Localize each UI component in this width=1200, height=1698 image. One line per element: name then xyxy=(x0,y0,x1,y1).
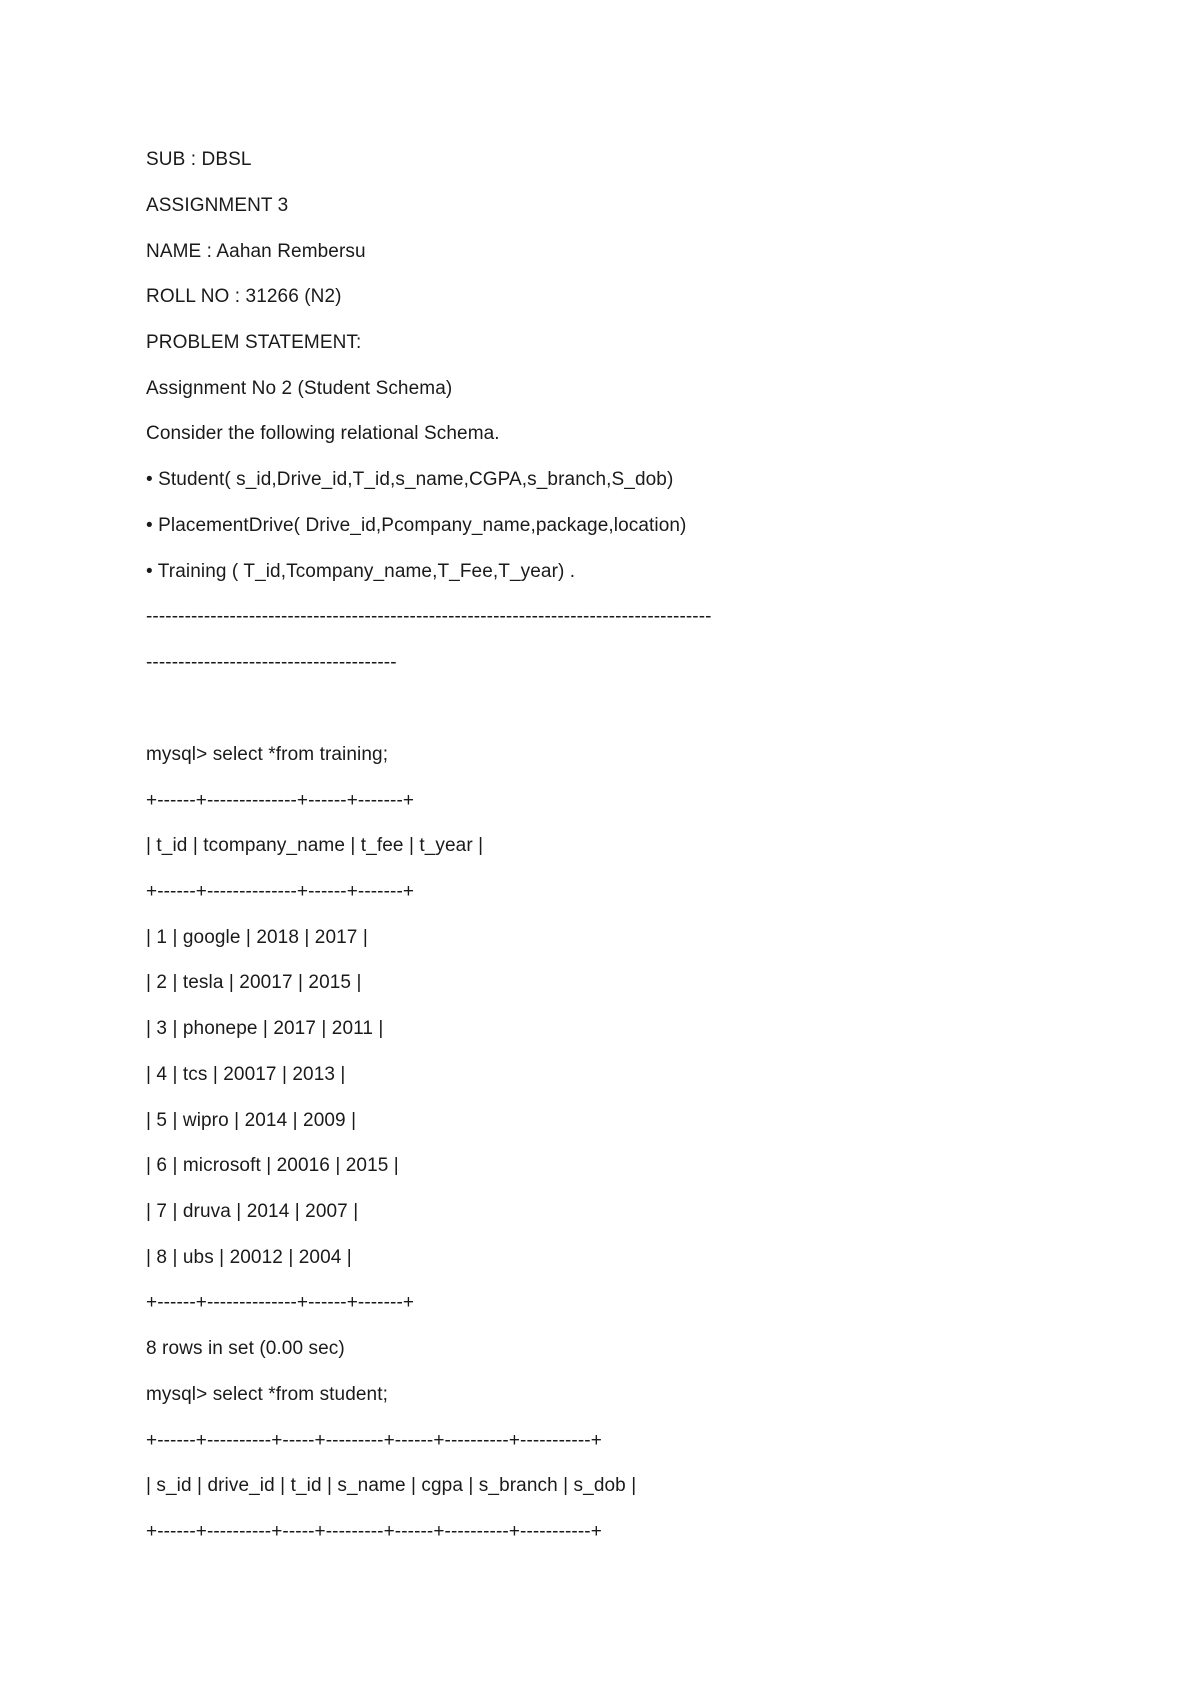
table-row: | 1 | google | 2018 | 2017 | xyxy=(146,927,368,948)
table-row: | 5 | wipro | 2014 | 2009 | xyxy=(146,1110,357,1131)
problem-title: Assignment No 2 (Student Schema) xyxy=(146,378,453,399)
schema-training: • Training ( T_id,Tcompany_name,T_Fee,T_year) . xyxy=(146,561,576,582)
training-query-command: mysql> select *from training; xyxy=(146,744,389,765)
schema-student: • Student( s_id,Drive_id,T_id,s_name,CGPA,s_branch,S_dob) xyxy=(146,469,674,490)
table-row: | 6 | microsoft | 20016 | 2015 | xyxy=(146,1155,399,1176)
roll-no-line: ROLL NO : 31266 (N2) xyxy=(146,286,342,307)
table-header-row: | t_id | tcompany_name | t_fee | t_year | xyxy=(146,835,484,856)
table-row: | 7 | druva | 2014 | 2007 | xyxy=(146,1201,359,1222)
table-border: +------+----------+-----+---------+------+----------+-----------+ xyxy=(146,1430,602,1451)
student-query-command: mysql> select *from student; xyxy=(146,1384,388,1405)
table-border: +------+--------------+------+-------+ xyxy=(146,1292,415,1313)
table-row: | 3 | phonepe | 2017 | 2011 | xyxy=(146,1018,384,1039)
name-line: NAME : Aahan Rembersu xyxy=(146,241,366,262)
separator-line: ---------------------------------------------------------------------------------------- xyxy=(146,606,712,627)
separator-line: --------------------------------------- xyxy=(146,652,397,673)
table-border: +------+----------+-----+---------+------+----------+-----------+ xyxy=(146,1521,602,1542)
query-result-summary: 8 rows in set (0.00 sec) xyxy=(146,1338,345,1359)
table-header-row: | s_id | drive_id | t_id | s_name | cgpa | s_branch | s_dob | xyxy=(146,1475,637,1496)
table-row: | 2 | tesla | 20017 | 2015 | xyxy=(146,972,362,993)
schema-placement-drive: • PlacementDrive( Drive_id,Pcompany_name,package,location) xyxy=(146,515,687,536)
table-row: | 8 | ubs | 20012 | 2004 | xyxy=(146,1247,352,1268)
table-border: +------+--------------+------+-------+ xyxy=(146,790,415,811)
problem-heading: PROBLEM STATEMENT: xyxy=(146,332,362,353)
table-border: +------+--------------+------+-------+ xyxy=(146,881,415,902)
problem-intro: Consider the following relational Schema. xyxy=(146,423,500,444)
assignment-line: ASSIGNMENT 3 xyxy=(146,195,289,216)
table-row: | 4 | tcs | 20017 | 2013 | xyxy=(146,1064,346,1085)
subject-line: SUB : DBSL xyxy=(146,149,252,170)
